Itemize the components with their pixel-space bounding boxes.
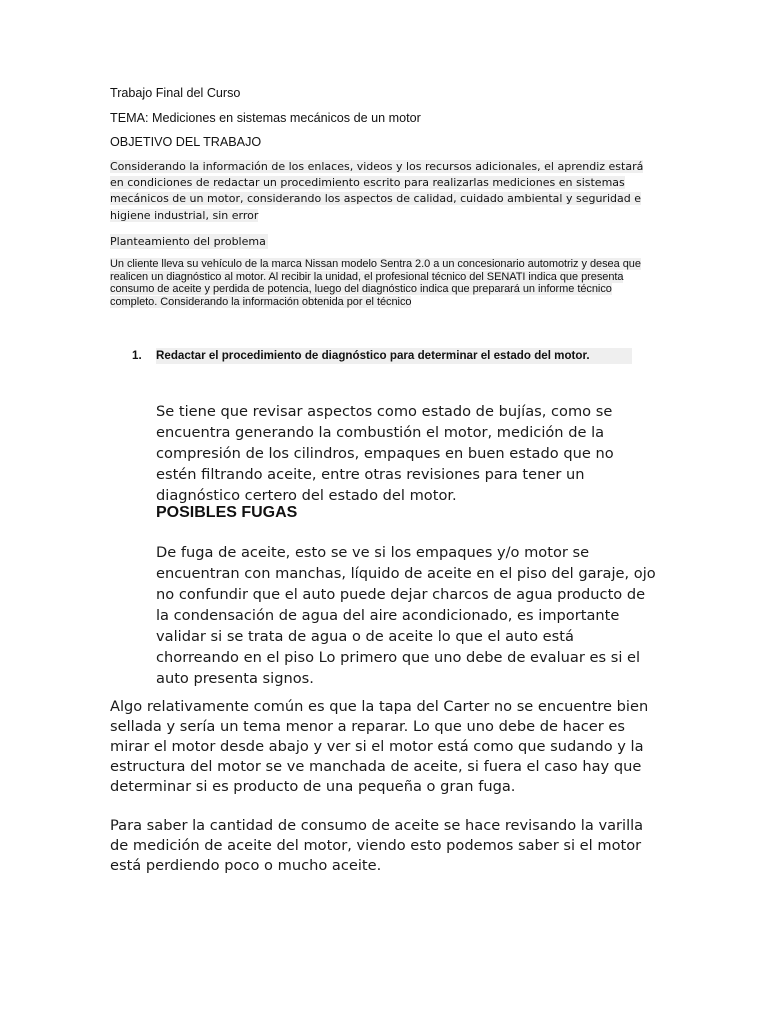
topic-line: TEMA: Mediciones en sistemas mecánicos de un motor	[110, 111, 421, 125]
objective-heading: OBJETIVO DEL TRABAJO	[110, 135, 262, 149]
leaks-paragraph: De fuga de aceite, esto se ve si los empaques y/o motor se encuentran con manchas, líquido de aceite en el piso del garaje, ojo no confundir que el auto puede dejar charcos de agua producto de la condensación de agua del aire acondicionado, es importante validar si se trata de agua o de aceite lo que el auto está chorreando en el piso Lo primero que uno debe de evaluar es si el auto presenta signos.	[156, 544, 656, 687]
leaks-heading: POSIBLES FUGAS	[156, 504, 298, 521]
objective-text: Considerando la información de los enlaces, videos y los recursos adicionales, el aprendiz estará en condiciones de redactar un procedimiento escrito para realizarlas mediciones en sistemas mecánicos de un motor, considerando los aspectos de calidad, cuidado ambiental y seguridad e higiene industrial, sin error	[110, 160, 644, 222]
carter-paragraph: Algo relativamente común es que la tapa del Carter no se encuentre bien sellada y sería un tema menor a reparar. Lo que uno debe de hacer es mirar el motor desde abajo y ver si el motor está como que sudando y la estructura del motor se ve manchada de aceite, si fuera el caso hay que determinar si es producto de una pequeña o gran fuga.	[110, 698, 649, 795]
diagnosis-paragraph: Se tiene que revisar aspectos como estado de bujías, como se encuentra generando la combustión el motor, medición de la compresión de los cilindros, empaques en buen estado que no estén filtrando aceite, entre otras revisiones para tener un diagnóstico certero del estado del motor.	[156, 403, 614, 504]
question-text: Redactar el procedimiento de diagnóstico para determinar el estado del motor.	[156, 348, 632, 364]
question-number: 1.	[132, 349, 142, 362]
problem-block	[110, 258, 658, 308]
consumption-paragraph: Para saber la cantidad de consumo de aceite se hace revisando la varilla de medición de aceite del motor, viendo esto podemos saber si el motor está perdiendo poco o mucho aceite.	[110, 817, 644, 874]
objective-block	[110, 159, 658, 224]
course-title: Trabajo Final del Curso	[110, 86, 241, 100]
problem-text: Un cliente lleva su vehículo de la marca Nissan modelo Sentra 2.0 a un concesionario automotriz y desea que realicen un diagnóstico al motor. Al recibir la unidad, el profesional técnico del SENATI indica que presenta consumo de aceite y perdida de potencia, luego del diagnóstico indica que preparará un informe técnico completo. Considerando la información obtenida por el técnico	[110, 258, 641, 308]
question-item	[132, 348, 632, 364]
problem-heading: Planteamiento del problema	[110, 235, 266, 248]
